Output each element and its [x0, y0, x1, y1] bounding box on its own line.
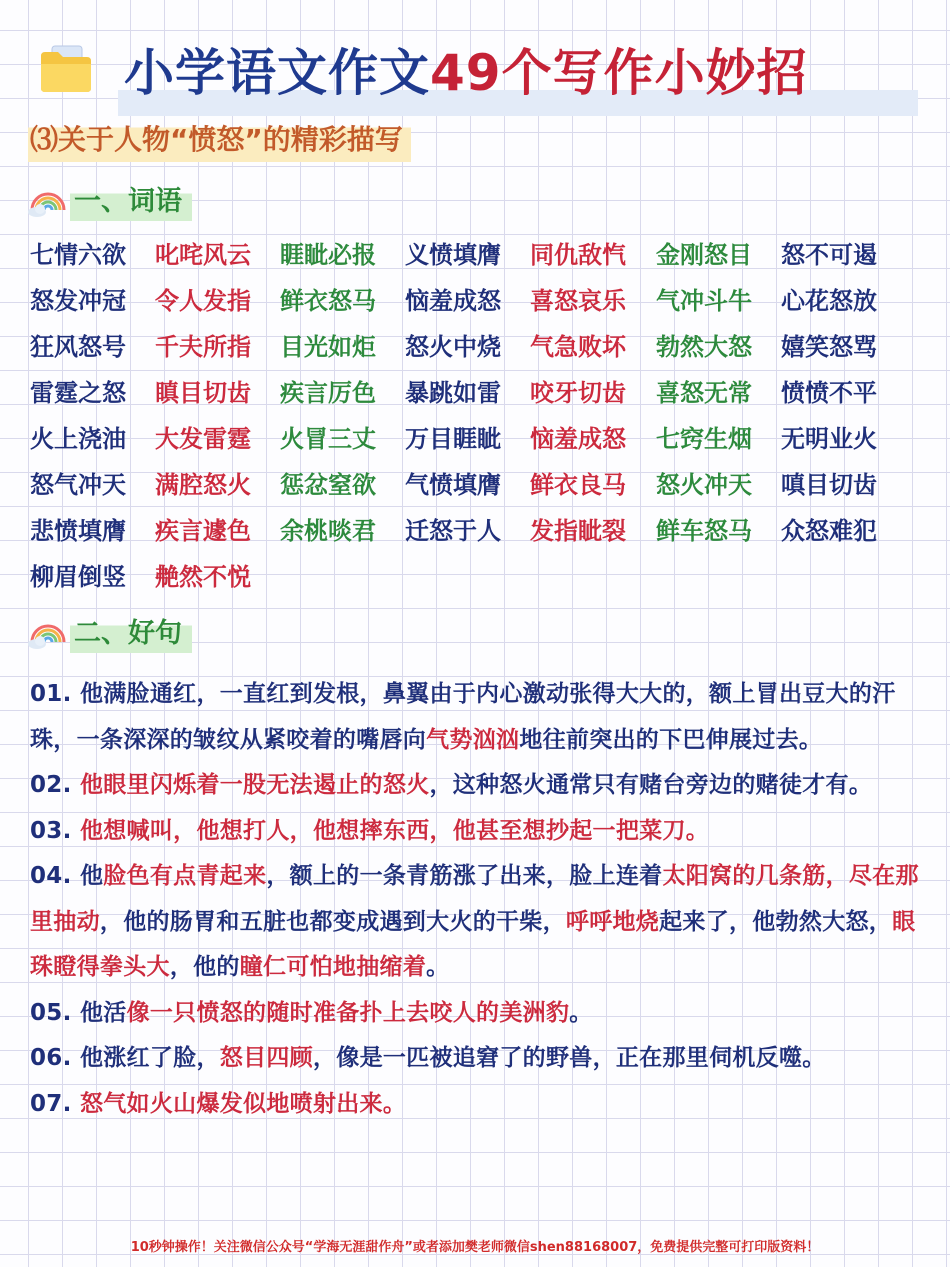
word-item: 鲜衣良马	[530, 471, 626, 499]
word-item: 同仇敌忾	[530, 241, 626, 269]
word-item: 喜怒哀乐	[530, 287, 626, 315]
word-item: 瞋目切齿	[155, 379, 251, 407]
sentence-text: ，像是一匹被追窘了的野兽，正在那里伺机反噬。	[312, 1045, 826, 1071]
word-item: 怒不可遏	[781, 241, 877, 269]
word-item: 惩忿窒欲	[280, 471, 376, 499]
highlight-phrase: 瞳仁可怕地抽缩着	[239, 954, 427, 980]
sentence-text: 06. 他涨红了脸，	[30, 1045, 220, 1071]
sentence-text: 地往前突出的下巴伸展过去。	[519, 726, 823, 753]
word-item: 悲愤填膺	[30, 517, 126, 545]
highlight-phrase: 像一只愤怒的随时准备扑上去咬人的美洲豹	[126, 999, 570, 1026]
word-item: 鲜衣怒马	[280, 287, 376, 315]
word-item: 嗔目切齿	[781, 471, 877, 499]
sentence-text: ，这种怒火通常只有赌台旁边的赌徒才有。	[429, 772, 873, 798]
word-item: 暴跳如雷	[405, 379, 501, 407]
word-item: 狂风怒号	[30, 333, 126, 361]
section-sentences-heading	[28, 612, 328, 656]
section-words-title: 一、词语	[70, 183, 192, 221]
word-item: 七窍生烟	[656, 425, 752, 453]
rainbow-cloud-icon	[28, 184, 68, 218]
sentence-item	[30, 809, 925, 855]
title-part-2: 49个写作小妙招	[430, 44, 808, 102]
sentence-item	[30, 1036, 925, 1082]
word-item: 金刚怒目	[656, 241, 752, 269]
highlight-phrase: 眼珠瞪得拳头大	[30, 908, 916, 980]
section-sentences-title: 二、好句	[70, 615, 192, 653]
highlight-phrase: 怒气如火山爆发似地喷射出来。	[79, 1090, 407, 1117]
sentence-item	[30, 991, 925, 1037]
word-item: 鲜车怒马	[656, 517, 752, 545]
word-item: 心花怒放	[781, 287, 877, 315]
sentence-text: 04. 他	[30, 863, 104, 889]
word-item: 艴然不悦	[155, 563, 251, 591]
word-item: 怒火冲天	[656, 471, 752, 499]
sentence-text: ，额上的一条青筋涨了出来，脸上连着	[266, 863, 663, 889]
word-item: 嬉笑怒骂	[781, 333, 877, 361]
word-item: 众怒难犯	[781, 517, 877, 545]
word-item: 疾言厉色	[280, 379, 376, 407]
sentence-text: ，他的肠胃和五脏也都变成遇到大火的干柴，	[99, 908, 566, 935]
word-item: 雷霆之怒	[30, 379, 126, 407]
word-item: 目光如炬	[280, 333, 376, 361]
highlight-phrase: 怒目四顾	[219, 1045, 313, 1071]
word-item: 怒气冲天	[30, 471, 126, 499]
word-item: 愤愤不平	[781, 379, 877, 407]
word-item: 火上浇油	[30, 425, 126, 453]
word-item: 恼羞成怒	[530, 425, 626, 453]
sentence-text: 。	[426, 954, 450, 980]
word-item: 七情六欲	[30, 241, 126, 269]
sentence-text: 。	[569, 999, 593, 1026]
word-item: 勃然大怒	[656, 333, 752, 361]
sentence-item	[30, 672, 925, 763]
highlight-phrase: 他眼里闪烁着一股无法遏止的怒火	[79, 772, 430, 798]
word-item: 气急败坏	[530, 333, 626, 361]
word-item: 无明业火	[781, 425, 877, 453]
highlight-phrase: 太阳窝的几条筋，尽在那里抽动	[30, 863, 919, 935]
highlight-phrase: 脸色有点青起来	[103, 863, 267, 889]
sentence-item	[30, 1082, 925, 1128]
sentence-text: ，他的	[169, 954, 240, 980]
sentence-list	[30, 672, 925, 1127]
page-header	[0, 20, 950, 120]
title-part-1: 小学语文作文	[124, 44, 430, 102]
word-item: 令人发指	[155, 287, 251, 315]
rainbow-cloud-icon	[28, 616, 68, 650]
word-item: 千夫所指	[155, 333, 251, 361]
word-item: 气愤填膺	[405, 471, 501, 499]
word-item: 咬牙切齿	[530, 379, 626, 407]
sentence-text: 05. 他活	[30, 999, 127, 1026]
word-item: 睚眦必报	[280, 241, 376, 269]
sentence-text: 07.	[30, 1090, 80, 1117]
sentence-item	[30, 854, 925, 991]
word-item: 余桃啖君	[280, 517, 376, 545]
word-item: 万目睚眦	[405, 425, 501, 453]
word-item: 满腔怒火	[155, 471, 251, 499]
sentence-text: 02.	[30, 772, 80, 798]
word-item: 怒发冲冠	[30, 287, 126, 315]
highlight-phrase: 他想喊叫，他想打人，他想摔东西，他甚至想抄起一把菜刀。	[79, 817, 710, 844]
sentence-text: 起来了，他勃然大怒，	[659, 908, 893, 935]
sentence-text: 01. 他满脸通红，一直红到发根，鼻翼由于内心激动张得大大的，额上冒出豆大的汗珠，一条深深的皱纹从紧咬着的嘴唇向	[30, 681, 896, 753]
word-item: 喜怒无常	[656, 379, 752, 407]
word-item: 恼羞成怒	[405, 287, 501, 315]
word-item: 疾言遽色	[155, 517, 251, 545]
highlight-phrase: 气势汹汹	[426, 726, 520, 753]
page-title	[124, 44, 808, 102]
word-item: 叱咤风云	[155, 241, 251, 269]
page-subtitle: ⑶关于人物“愤怒”的精彩描写	[28, 118, 411, 162]
footer-note: 10秒钟操作！关注微信公众号“学海无涯甜作舟”或者添加樊老师微信shen88168007，免费提供完整可打印版资料！	[130, 1240, 820, 1255]
word-item: 火冒三丈	[280, 425, 376, 453]
word-item: 迁怒于人	[405, 517, 501, 545]
highlight-phrase: 呼呼地烧	[565, 908, 660, 935]
folder-icon	[38, 44, 94, 94]
word-item: 怒火中烧	[405, 333, 501, 361]
word-item: 大发雷霆	[155, 425, 251, 453]
sentence-text: 03.	[30, 817, 80, 844]
sentence-item	[30, 763, 925, 809]
word-item: 柳眉倒竖	[30, 563, 126, 591]
word-item: 气冲斗牛	[656, 287, 752, 315]
word-item: 义愤填膺	[405, 241, 501, 269]
word-item: 发指眦裂	[530, 517, 626, 545]
section-words-heading	[28, 180, 328, 224]
